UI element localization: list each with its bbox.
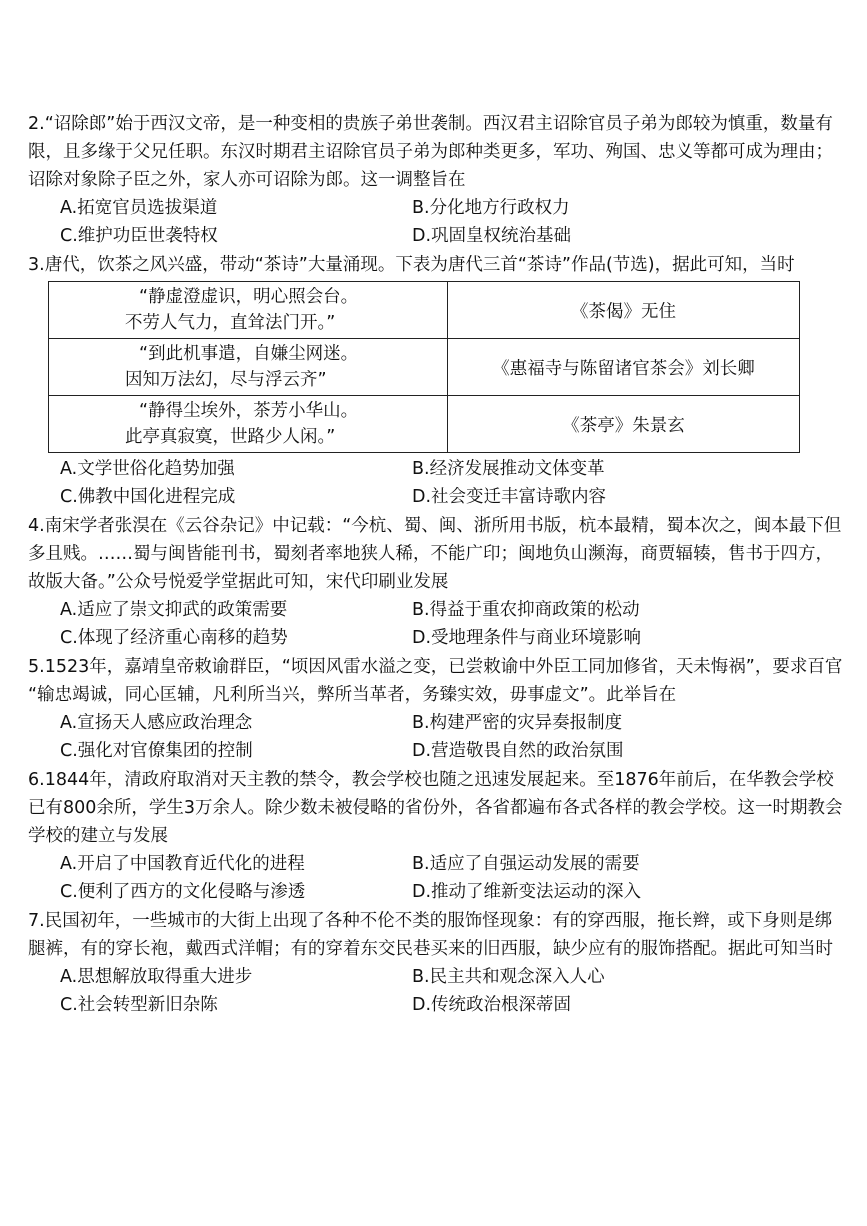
option-b: B.民主共和观念深入人心 [412,967,605,987]
question-number: 5. [28,657,45,677]
option-b: B.经济发展推动文体变革 [412,459,605,479]
option-d: D.社会变迁丰富诗歌内容 [412,487,607,507]
question-2 [28,110,845,250]
question-6 [28,766,845,906]
options [28,194,845,250]
poem-source: 《茶亭》朱景玄 [448,396,800,453]
option-b: B.构建严密的灾异奏报制度 [412,713,623,733]
table-row [49,339,800,396]
question-stem [28,512,845,596]
question-text: “诏除郎”始于西汉文帝，是一种变相的贵族子弟世袭制。西汉君主诏除官员子弟为郎较为慎重，数量有限，且多缘于父兄任职。东汉时期君主诏除官员子弟为郎种类更多，军功、殉国、忠义等都可成为理由；诏除对象除子臣之外，家人亦可诏除为郎。这一调整旨在 [28,114,833,190]
poem-verse [49,282,448,339]
question-stem [28,653,845,709]
option-a: A.文学世俗化趋势加强 [60,459,235,479]
option-d: D.受地理条件与商业环境影响 [412,628,642,648]
question-number: 6. [28,770,45,790]
option-b: B.得益于重农抑商政策的松动 [412,600,640,620]
verse-line: 此亭真寂寞，世路少人闲。” [125,427,336,447]
question-stem [28,110,845,194]
question-text: 1844年，清政府取消对天主教的禁令，教会学校也随之迅速发展起来。至1876年前后，在华教会学校已有800余所，学生3万余人。除少数未被侵略的省份外，各省都遍布各式各样的教会学校。这一时期教会学校的建立与发展 [28,770,843,846]
question-number: 7. [28,911,45,931]
question-3 [28,251,845,511]
question-text: 唐代，饮茶之风兴盛，带动“茶诗”大量涌现。下表为唐代三首“茶诗”作品(节选)，据此可知，当时 [44,255,795,275]
question-4 [28,512,845,652]
options [28,850,845,906]
option-c: C.体现了经济重心南移的趋势 [60,628,288,648]
option-d: D.营造敬畏自然的政治氛围 [412,741,624,761]
option-a: A.拓宽官员选拔渠道 [60,198,218,218]
question-number: 3. [28,255,45,275]
verse-line: “到此机事遣，自嫌尘网迷。 [139,344,359,364]
table-row [49,396,800,453]
options [28,455,845,511]
options [28,963,845,1019]
question-text: 南宋学者张淏在《云谷杂记》中记载：“今杭、蜀、闽、浙所用书版，杭本最精，蜀本次之，闽本最下但多且贱。……蜀与闽皆能刊书，蜀刻者率地狭人稀，不能广印；闽地负山濒海，商贾辐辏，售书于四方，故版大备。”公众号悦爱学堂据此可知，宋代印刷业发展 [28,516,842,592]
question-stem [28,907,845,963]
option-c: C.便利了西方的文化侵略与渗透 [60,882,306,902]
option-c: C.强化对官僚集团的控制 [60,741,253,761]
question-stem [28,766,845,850]
option-d: D.传统政治根深蒂固 [412,995,572,1015]
verse-line: 因知万法幻，尽与浮云齐” [125,370,327,390]
poem-verse [49,339,448,396]
option-a: A.宣扬天人感应政治理念 [60,713,253,733]
option-a: A.开启了中国教育近代化的进程 [60,854,305,874]
option-b: B.分化地方行政权力 [412,198,570,218]
question-text: 1523年，嘉靖皇帝敕谕群臣，“顷因风雷水溢之变，已尝敕谕中外臣工同加修省，天未悔祸”，要求百官 “输忠竭诚，同心匡辅，凡利所当兴，弊所当革者，务臻实效，毋事虚文”。此举旨在 [28,657,843,705]
option-c: C.维护功臣世袭特权 [60,226,218,246]
poem-source: 《茶偈》无住 [448,282,800,339]
option-a: A.适应了崇文抑武的政策需要 [60,600,288,620]
table-row [49,282,800,339]
option-c: C.佛教中国化进程完成 [60,487,236,507]
verse-line: “静得尘埃外，茶芳小华山。 [139,401,359,421]
question-number: 4. [28,516,45,536]
option-b: B.适应了自强运动发展的需要 [412,854,640,874]
poem-verse [49,396,448,453]
verse-line: “静虚澄虚识，明心照会台。 [139,287,359,307]
option-d: D.推动了维新变法运动的深入 [412,882,642,902]
question-5 [28,653,845,765]
question-text: 民国初年，一些城市的大街上出现了各种不伦不类的服饰怪现象：有的穿西服，拖长辫，或下身则是绑腿裤，有的穿长袍，戴西式洋帽；有的穿着东交民巷买来的旧西服，缺少应有的服饰搭配。据此可知当时 [28,911,833,959]
options [28,596,845,652]
question-stem [28,251,845,279]
option-c: C.社会转型新旧杂陈 [60,995,218,1015]
poem-source: 《惠福寺与陈留诸官茶会》刘长卿 [448,339,800,396]
question-number: 2. [28,114,45,134]
options [28,709,845,765]
verse-line: 不劳人气力，直耸法门开。” [125,313,336,333]
option-a: A.思想解放取得重大进步 [60,967,253,987]
question-7 [28,907,845,1019]
poem-table [48,281,800,453]
option-d: D.巩固皇权统治基础 [412,226,572,246]
